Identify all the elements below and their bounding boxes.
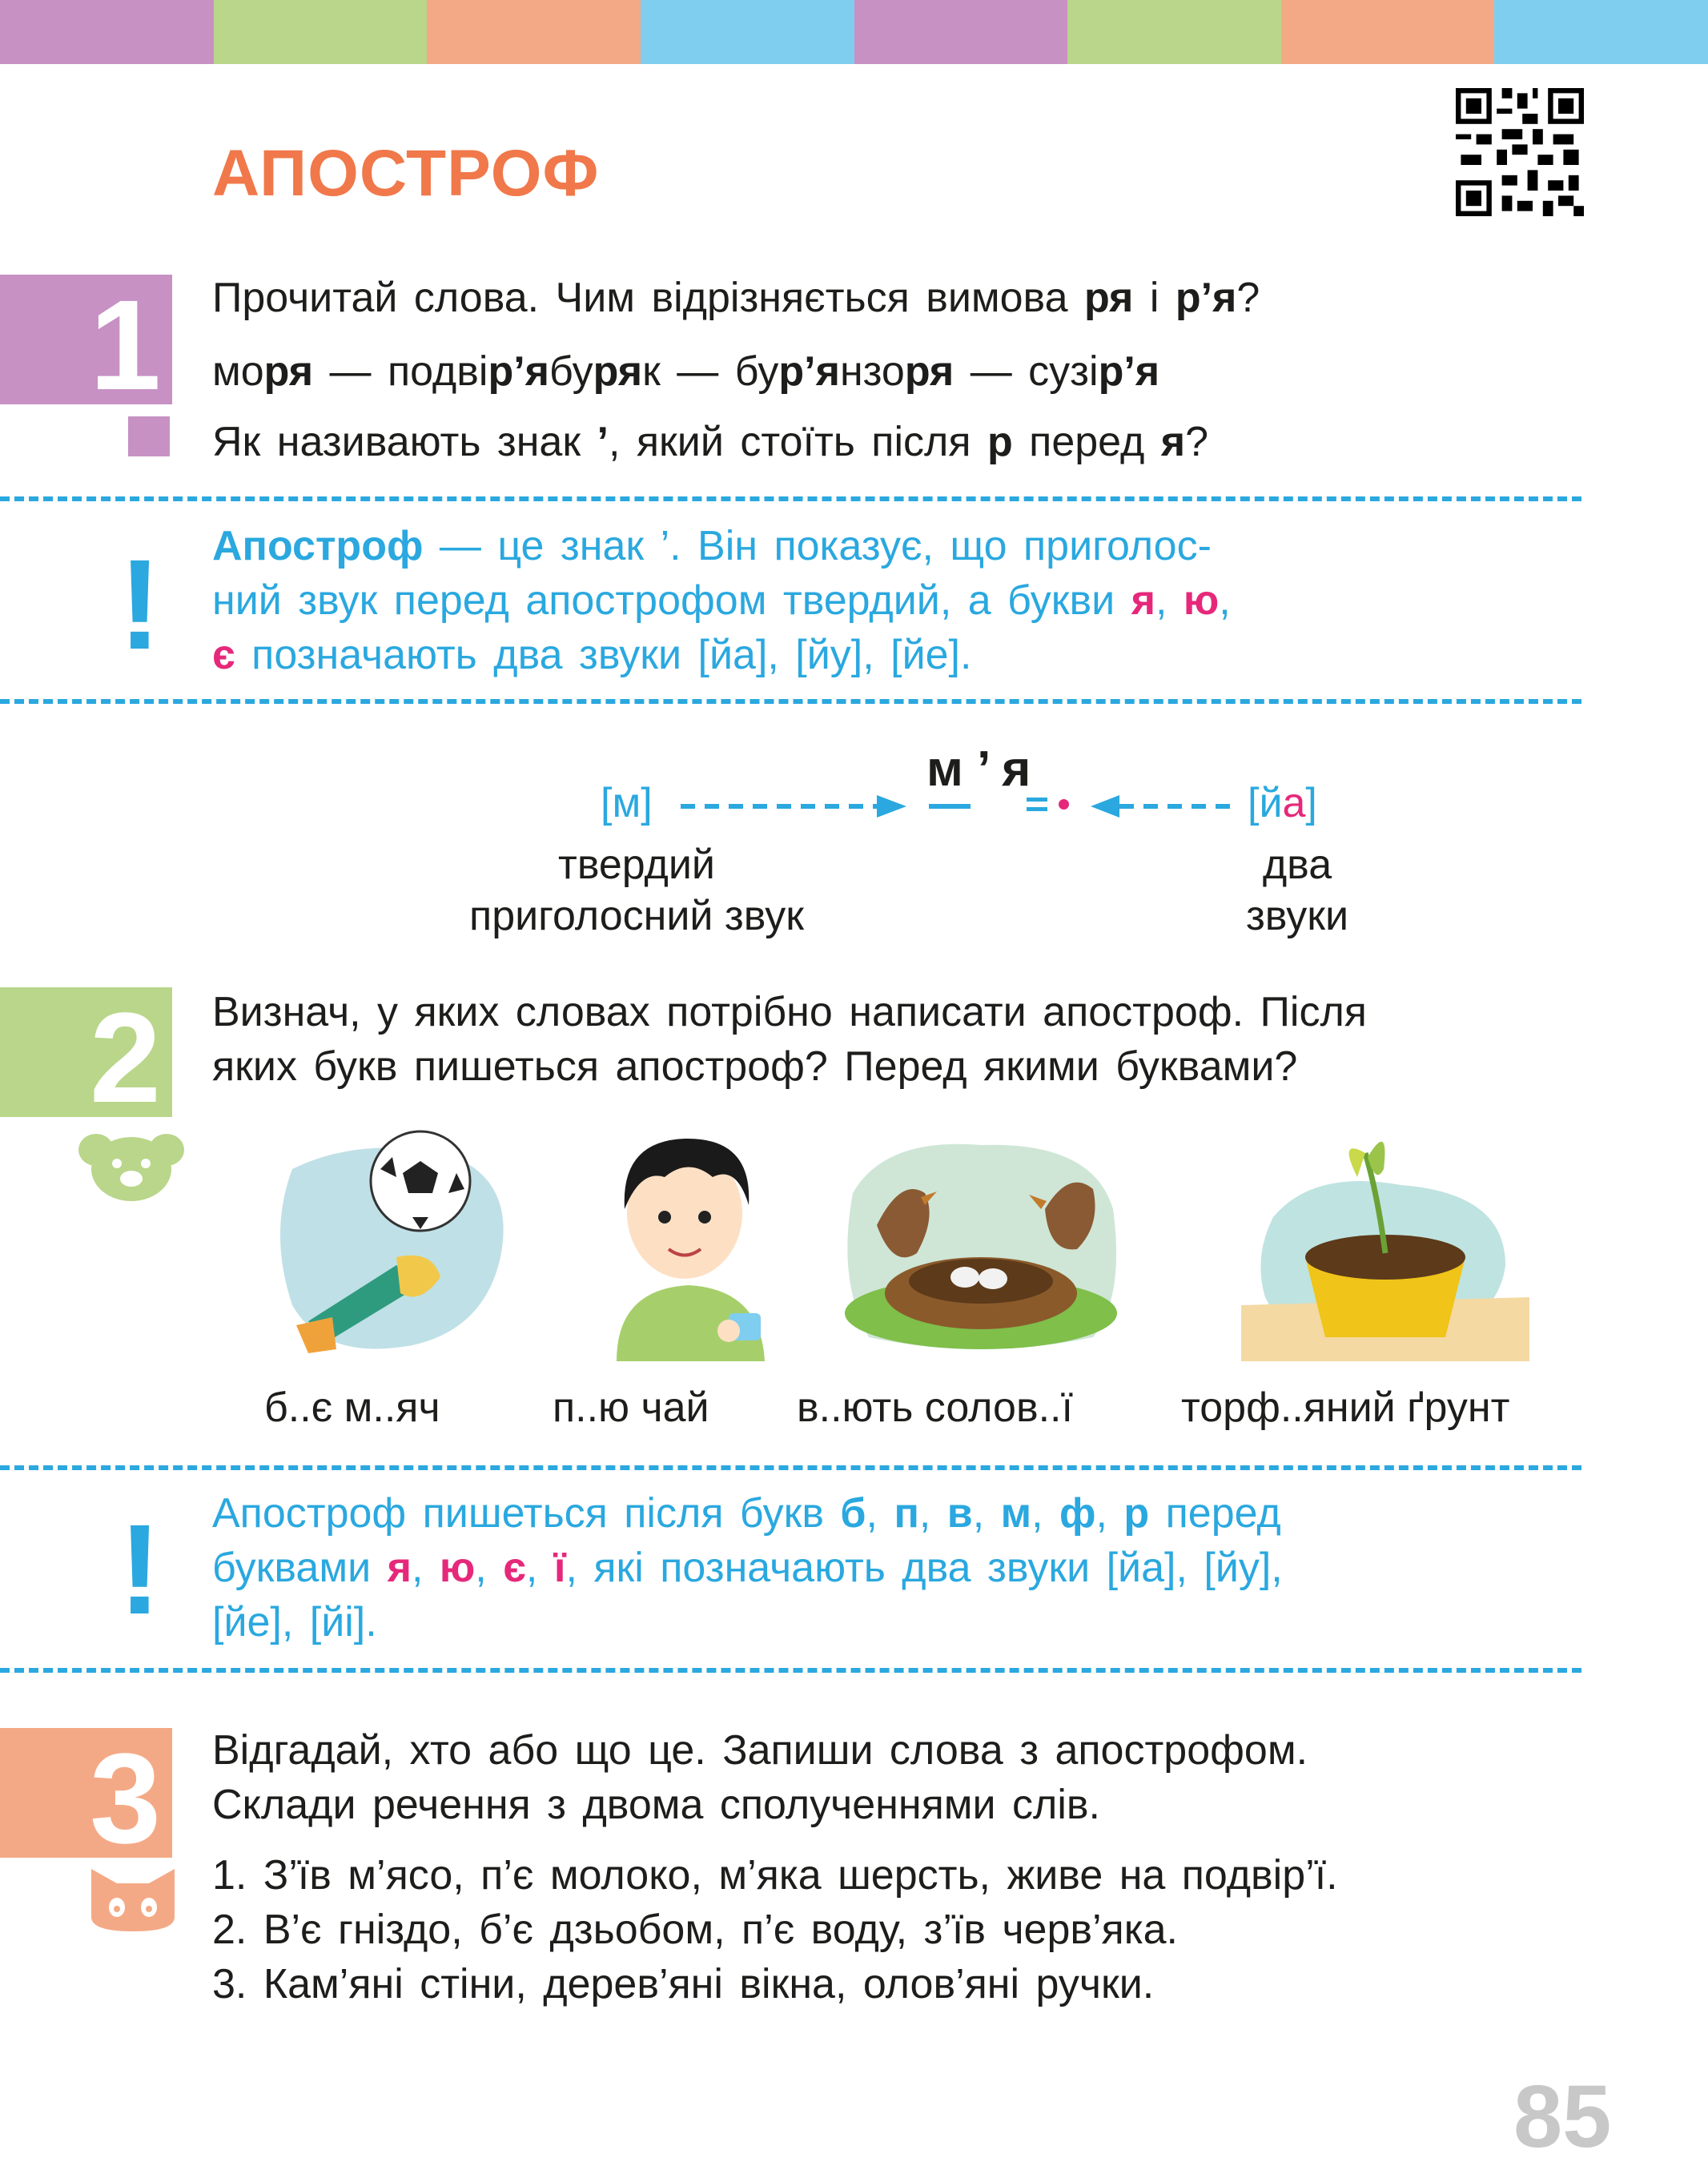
task-2-number-block <box>0 986 172 1129</box>
task-1-question: Прочитай слова. Чим відрізняється вимова ря і р’я? <box>212 275 1260 321</box>
rule-divider <box>0 1668 1581 1673</box>
hard-consonant-mark <box>929 804 971 809</box>
two-sounds-mark <box>1027 807 1047 811</box>
dog-icon <box>78 1127 184 1201</box>
task-3-question: Склади речення з двома сполученнями слів. <box>212 1782 1100 1828</box>
picture-caption: в..ють солов..ї <box>797 1384 1073 1431</box>
diagram-left-sound: [м] <box>601 780 653 826</box>
riddle-item: 2. В’є гніздо, б’є дзьобом, п’є воду, з’їв черв’яка. <box>212 1907 1178 1953</box>
page-number: 85 <box>1513 2067 1612 2166</box>
rule-divider <box>0 1465 1581 1470</box>
task-number: 1 <box>90 273 161 416</box>
task-1-number-block <box>0 273 172 416</box>
two-sounds-mark <box>1027 798 1047 802</box>
rule-2-text: [йе], [йі]. <box>212 1599 377 1646</box>
rule-2-text: буквами я, ю, є, ї, які позначають два звуки [йа], [йу], <box>212 1545 1283 1591</box>
task-2-question: яких букв пишеться апостроф? Перед якими буквами? <box>212 1043 1298 1090</box>
top-stripe <box>0 0 214 64</box>
boy-drinking-tea-image <box>593 1121 785 1361</box>
diagram-right-sound: [йа] <box>1248 780 1317 826</box>
top-stripe <box>1281 0 1495 64</box>
task-number: 3 <box>90 1726 161 1870</box>
top-stripe <box>854 0 1068 64</box>
task-3-question: Відгадай, хто або що це. Запиши слова з апострофом. <box>212 1727 1308 1774</box>
plant-in-pot-image <box>1241 1121 1529 1361</box>
exclamation-icon: ! <box>119 532 162 676</box>
rule-1-text: є позначають два звуки [йа], [йу], [йе]. <box>212 632 972 678</box>
birds-nest-image <box>837 1121 1125 1361</box>
top-color-bar <box>0 0 1708 64</box>
riddle-item: 1. З’їв м’ясо, п’є молоко, м’яка шерсть, живе на подвір’ї. <box>212 1852 1338 1899</box>
task-2-question: Визнач, у яких словах потрібно написати апостроф. Після <box>212 989 1367 1035</box>
diagram-left-caption: твердий приголосний звук <box>469 842 804 939</box>
cat-icon <box>88 1866 178 1931</box>
riddle-item: 3. Кам’яні стіни, дерев’яні вікна, олов’яні ручки. <box>212 1961 1155 2007</box>
rule-2-text: Апостроф пишеться після букв б, п, в, м, ф, р перед <box>212 1490 1281 1537</box>
task-1-marker-square <box>128 416 170 456</box>
top-stripe <box>1067 0 1281 64</box>
task-1-word-list: моря — подвір’ябуряк — бур’янзоря — сузір’я <box>212 348 1160 395</box>
task-1-follow-up: Як називають знак ’, який стоїть після р перед я? <box>212 419 1209 465</box>
task-3-number-block <box>0 1726 172 1870</box>
two-sounds-dot <box>1059 799 1069 810</box>
top-stripe <box>427 0 641 64</box>
top-stripe <box>214 0 428 64</box>
diagram-right-caption: два звуки <box>1245 842 1349 939</box>
picture-caption: торф..яний ґрунт <box>1181 1384 1510 1431</box>
picture-caption: б..є м..яч <box>264 1384 440 1431</box>
rule-1-text: ний звук перед апострофом твердий, а букви я, ю, <box>212 577 1231 624</box>
arrow-right-icon <box>681 793 906 820</box>
top-stripe <box>641 0 854 64</box>
top-stripe <box>1494 0 1708 64</box>
arrow-left-icon <box>1091 793 1236 820</box>
rule-divider <box>0 699 1581 704</box>
qr-code-icon[interactable] <box>1456 88 1584 216</box>
rule-divider <box>0 496 1581 501</box>
football-kick-image <box>260 1121 524 1361</box>
task-number: 2 <box>90 986 161 1129</box>
page-title: АПОСТРОФ <box>212 137 600 210</box>
exclamation-icon: ! <box>119 1497 162 1641</box>
picture-caption: п..ю чай <box>553 1384 709 1431</box>
rule-1-text: Апостроф — це знак ’. Він показує, що приголос- <box>212 523 1212 569</box>
diagram-top-word: м ’ я <box>926 741 1031 797</box>
